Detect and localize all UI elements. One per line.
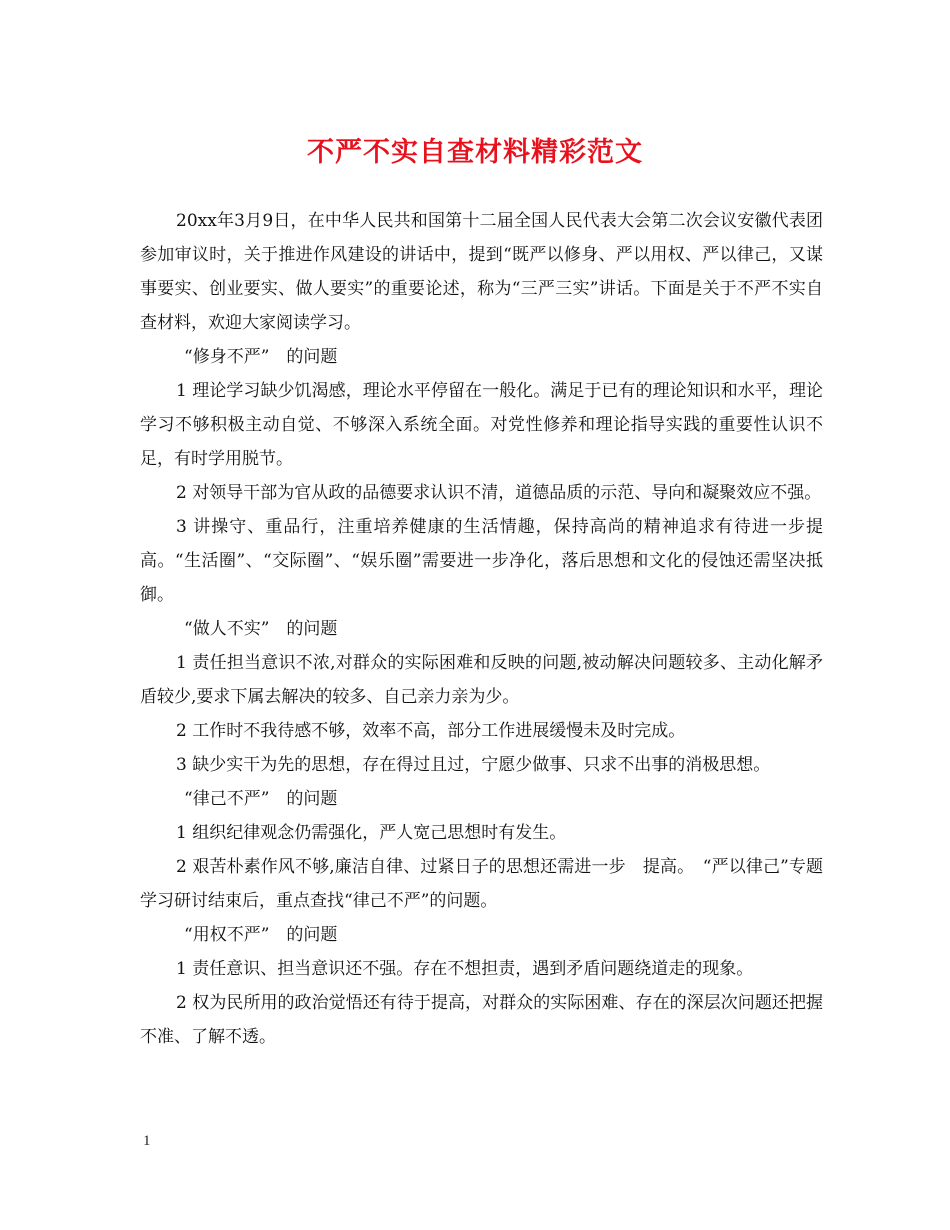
section-heading: “做人不实” 的问题 [184, 619, 338, 639]
section-heading: “律己不严” 的问题 [184, 789, 338, 809]
section-yongquan [140, 918, 823, 1054]
section-zuoren [140, 612, 823, 782]
section-item: 2 对领导干部为官从政的品德要求认识不清，道德品质的示范、导向和凝聚效应不强。 [176, 483, 822, 503]
document-body [140, 204, 823, 1054]
section-item: 2 权为民所用的政治觉悟还有待于提高，对群众的实际困难、存在的深层次问题还把握不准、了解不透。 [140, 993, 823, 1047]
section-xiushen [140, 340, 823, 612]
section-item: 2 艰苦朴素作风不够,廉洁自律、过紧日子的思想还需进一步 提高。 “严以律己”专题学习研讨结束后，重点查找“律己不严”的问题。 [140, 857, 823, 911]
section-item: 1 责任意识、担当意识还不强。存在不想担责，遇到矛盾问题绕道走的现象。 [176, 959, 754, 979]
section-item: 1 理论学习缺少饥渴感，理论水平停留在一般化。满足于已有的理论知识和水平，理论学习不够积极主动自觉、不够深入系统全面。对党性修养和理论指导实践的重要性认识不足，有时学用脱节。 [140, 381, 823, 469]
page-number: 1 [143, 1133, 151, 1149]
section-item: 1 责任担当意识不浓,对群众的实际困难和反映的问题,被动解决问题较多、主动化解矛盾较少,要求下属去解决的较多、自己亲力亲为少。 [140, 653, 823, 707]
document-title: 不严不实自查材料精彩范文 [307, 137, 643, 168]
intro-paragraph: 20xx年3月9日，在中华人民共和国第十二届全国人民代表大会第二次会议安徽代表团参加审议时，关于推进作风建设的讲话中，提到“既严以修身、严以用权、严以律己，又谋事要实、创业要实、做人要实”的重要论述，称为“三严三实”讲话。下面是关于不严不实自查材料，欢迎大家阅读学习。 [140, 211, 823, 333]
section-heading: “修身不严” 的问题 [184, 347, 338, 367]
section-item: 3 缺少实干为先的思想，存在得过且过，宁愿少做事、只求不出事的消极思想。 [176, 755, 771, 775]
section-item: 1 组织纪律观念仍需强化，严人宽己思想时有发生。 [176, 823, 567, 843]
section-item: 2 工作时不我待感不够，效率不高，部分工作进展缓慢未及时完成。 [176, 721, 686, 741]
section-heading: “用权不严” 的问题 [184, 925, 338, 945]
section-item: 3 讲操守、重品行，注重培养健康的生活情趣，保持高尚的精神追求有待进一步提高。“生活圈”、“交际圈”、“娱乐圈”需要进一步净化，落后思想和文化的侵蚀还需坚决抵御。 [140, 517, 823, 605]
section-lvji [140, 782, 823, 918]
